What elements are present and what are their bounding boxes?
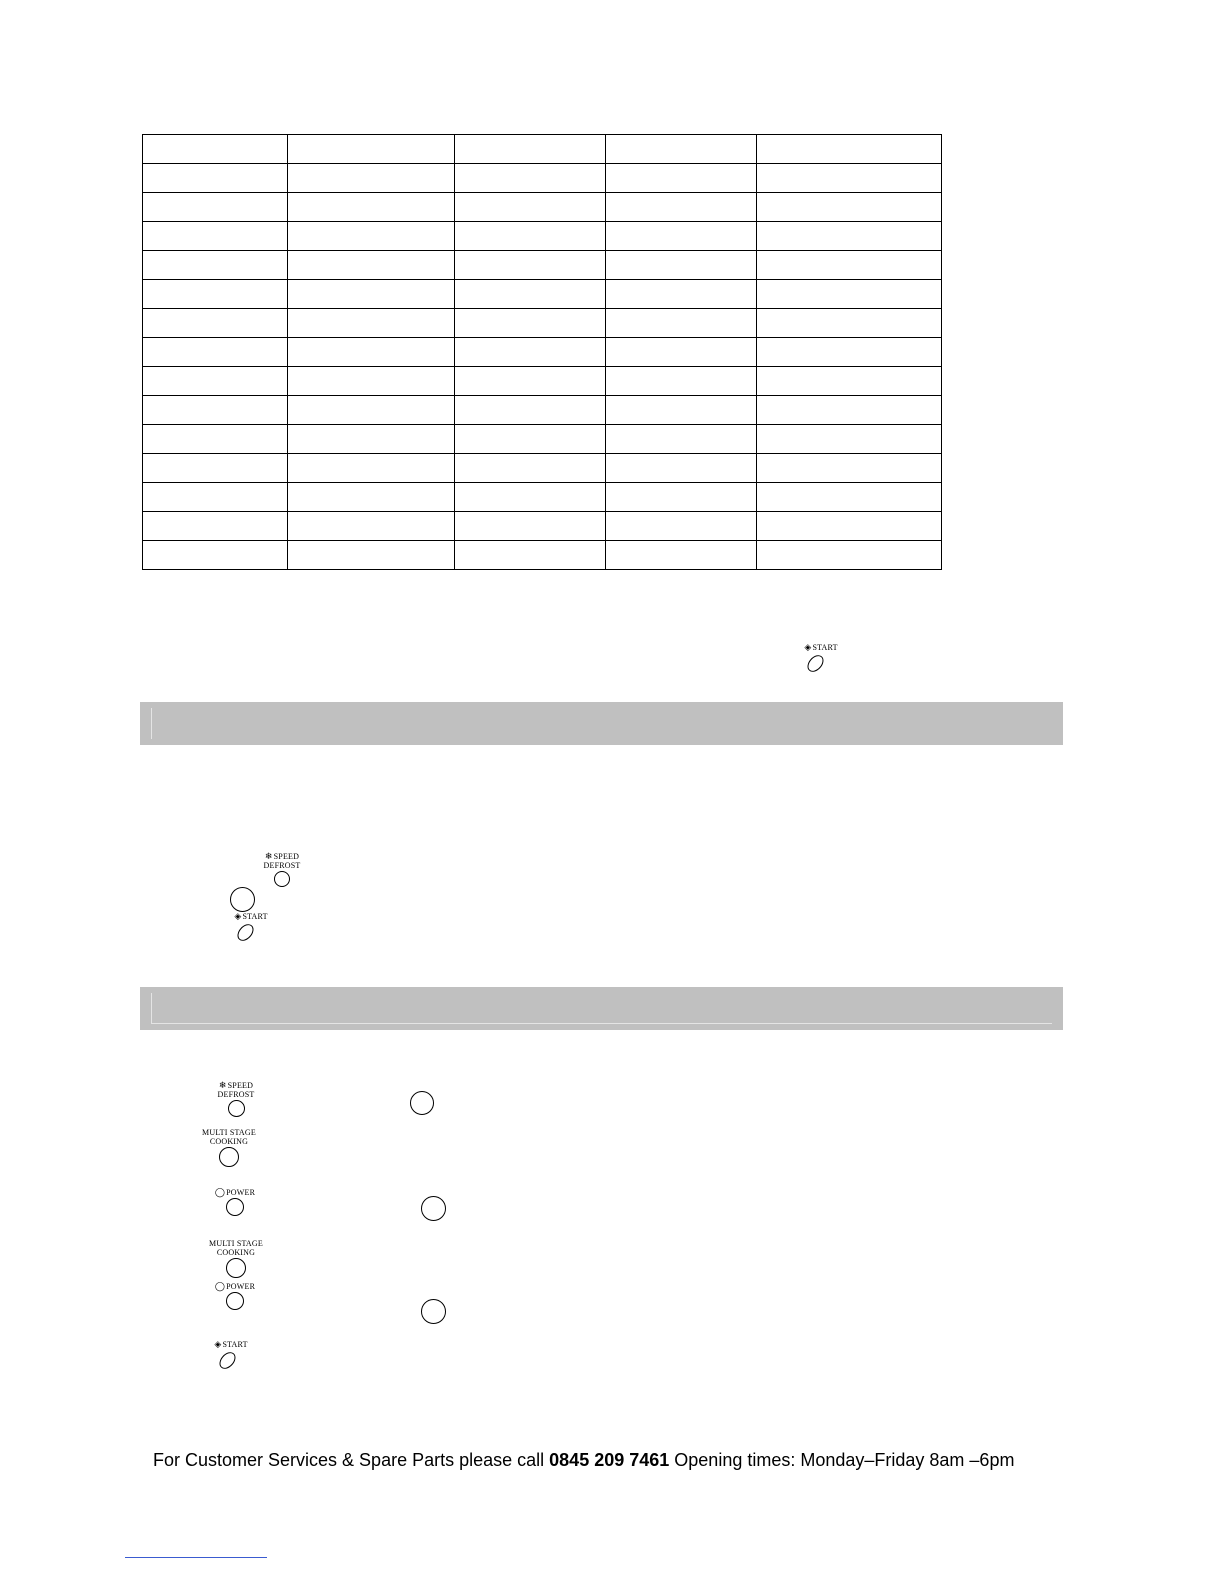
table-cell bbox=[757, 425, 942, 454]
snowflake-icon: ❄ bbox=[218, 1080, 227, 1090]
dial-circle bbox=[421, 1196, 446, 1221]
dial-circle bbox=[410, 1091, 434, 1115]
start-text: START bbox=[812, 643, 838, 652]
table-cell bbox=[288, 135, 455, 164]
power-key-label bbox=[210, 1188, 260, 1197]
table-row bbox=[143, 222, 942, 251]
speed-text: SPEED bbox=[227, 1081, 254, 1090]
table-row bbox=[143, 164, 942, 193]
table-cell bbox=[288, 164, 455, 193]
multi-stage-text: MULTI STAGE bbox=[202, 1128, 256, 1137]
start-icon: ◈ bbox=[214, 1339, 222, 1349]
start-icon: ◈ bbox=[234, 911, 242, 921]
dial-circle bbox=[421, 1299, 446, 1324]
table-row bbox=[143, 251, 942, 280]
table-cell bbox=[288, 280, 455, 309]
table-cell bbox=[143, 309, 288, 338]
section-header-bar-2 bbox=[140, 987, 1063, 1030]
table-cell bbox=[143, 193, 288, 222]
table-row bbox=[143, 309, 942, 338]
speed-defrost-key-graphic bbox=[258, 852, 306, 887]
table-cell bbox=[143, 338, 288, 367]
table-row bbox=[143, 483, 942, 512]
speed-defrost-button-circle bbox=[228, 1100, 245, 1117]
table-row bbox=[143, 367, 942, 396]
table-cell bbox=[455, 164, 606, 193]
table-cell bbox=[757, 222, 942, 251]
start-key-label bbox=[206, 1340, 256, 1349]
power-key-label bbox=[210, 1282, 260, 1291]
table-row bbox=[143, 280, 942, 309]
table-cell bbox=[288, 512, 455, 541]
speed-defrost-label bbox=[212, 1081, 260, 1099]
table-cell bbox=[757, 338, 942, 367]
power-button-circle bbox=[226, 1198, 244, 1216]
table-cell bbox=[143, 396, 288, 425]
table-cell bbox=[757, 512, 942, 541]
speed-defrost-button-circle bbox=[274, 871, 290, 887]
table-cell bbox=[143, 135, 288, 164]
table-row bbox=[143, 396, 942, 425]
dial-circle bbox=[230, 887, 255, 912]
table-cell bbox=[288, 483, 455, 512]
table-cell bbox=[757, 483, 942, 512]
footer-contact-line bbox=[153, 1450, 1073, 1471]
table-cell bbox=[455, 280, 606, 309]
multi-stage-cooking-label bbox=[196, 1128, 262, 1146]
table-cell bbox=[143, 251, 288, 280]
start-key-graphic bbox=[796, 643, 846, 673]
table-cell bbox=[455, 541, 606, 570]
table-cell bbox=[606, 135, 757, 164]
table-cell bbox=[143, 425, 288, 454]
table-cell bbox=[757, 251, 942, 280]
start-key-label bbox=[796, 643, 846, 652]
power-key-graphic bbox=[210, 1188, 260, 1216]
table-cell bbox=[455, 222, 606, 251]
table-cell bbox=[606, 280, 757, 309]
table-row bbox=[143, 541, 942, 570]
table-cell bbox=[288, 309, 455, 338]
speed-defrost-label bbox=[258, 852, 306, 870]
table-cell bbox=[455, 512, 606, 541]
table-cell bbox=[143, 280, 288, 309]
power-text: POWER bbox=[226, 1188, 256, 1197]
cooking-text: COOKING bbox=[209, 1137, 249, 1146]
table-cell bbox=[288, 251, 455, 280]
table-cell bbox=[288, 396, 455, 425]
defrost-text: DEFROST bbox=[263, 861, 301, 870]
table-cell bbox=[606, 454, 757, 483]
multi-stage-cooking-button-circle bbox=[226, 1258, 246, 1278]
speed-text: SPEED bbox=[273, 852, 300, 861]
table-cell bbox=[606, 222, 757, 251]
footer-hours: Opening times: Monday–Friday 8am –6pm bbox=[669, 1450, 1015, 1470]
start-button-oval bbox=[804, 652, 826, 675]
multi-stage-cooking-button-circle bbox=[219, 1147, 239, 1167]
power-button-circle bbox=[226, 1292, 244, 1310]
speed-defrost-key-graphic bbox=[212, 1081, 260, 1117]
table-cell bbox=[143, 367, 288, 396]
start-key-label bbox=[226, 912, 276, 921]
table-cell bbox=[455, 483, 606, 512]
table-cell bbox=[757, 454, 942, 483]
bar-edge bbox=[151, 993, 152, 1024]
footer-prefix: For Customer Services & Spare Parts please call bbox=[153, 1450, 550, 1470]
table-cell bbox=[757, 164, 942, 193]
snowflake-icon: ❄ bbox=[264, 851, 273, 861]
table-cell bbox=[606, 541, 757, 570]
bar-edge bbox=[151, 708, 152, 739]
table-row bbox=[143, 512, 942, 541]
bar-edge bbox=[151, 1023, 1052, 1024]
start-text: START bbox=[222, 1340, 248, 1349]
section-header-bar-1 bbox=[140, 702, 1063, 745]
table-row bbox=[143, 454, 942, 483]
table-cell bbox=[455, 309, 606, 338]
table-cell bbox=[757, 309, 942, 338]
defrost-text: DEFROST bbox=[217, 1090, 255, 1099]
table-row bbox=[143, 338, 942, 367]
footnote-rule bbox=[125, 1557, 267, 1558]
table-row bbox=[143, 425, 942, 454]
table-cell bbox=[455, 135, 606, 164]
table-cell bbox=[455, 454, 606, 483]
table-cell bbox=[455, 425, 606, 454]
table-cell bbox=[757, 541, 942, 570]
start-text: START bbox=[242, 912, 268, 921]
multi-stage-cooking-key-graphic bbox=[196, 1128, 262, 1167]
table-cell bbox=[606, 367, 757, 396]
table-cell bbox=[606, 396, 757, 425]
table-cell bbox=[757, 396, 942, 425]
table-cell bbox=[606, 251, 757, 280]
table-cell bbox=[606, 425, 757, 454]
power-text: POWER bbox=[226, 1282, 256, 1291]
footer-phone: 0845 209 7461 bbox=[549, 1450, 670, 1470]
table-cell bbox=[143, 164, 288, 193]
start-key-graphic bbox=[226, 912, 276, 942]
table-cell bbox=[288, 193, 455, 222]
data-table bbox=[142, 134, 942, 570]
power-key-graphic bbox=[210, 1282, 260, 1310]
cooking-text: COOKING bbox=[216, 1248, 256, 1257]
table-cell bbox=[288, 222, 455, 251]
multi-stage-cooking-label bbox=[203, 1239, 269, 1257]
table-cell bbox=[606, 193, 757, 222]
table-cell bbox=[606, 512, 757, 541]
data-table-body bbox=[143, 135, 942, 570]
multi-stage-text: MULTI STAGE bbox=[209, 1239, 263, 1248]
table-cell bbox=[606, 309, 757, 338]
table-cell bbox=[288, 541, 455, 570]
table-cell bbox=[143, 512, 288, 541]
multi-stage-cooking-key-graphic bbox=[203, 1239, 269, 1278]
table-cell bbox=[757, 367, 942, 396]
table-cell bbox=[143, 454, 288, 483]
table-cell bbox=[455, 251, 606, 280]
start-button-oval bbox=[234, 921, 256, 944]
start-button-oval bbox=[216, 1349, 238, 1372]
table-cell bbox=[606, 164, 757, 193]
table-cell bbox=[288, 425, 455, 454]
start-key-graphic bbox=[206, 1340, 256, 1370]
table-row bbox=[143, 193, 942, 222]
table-row bbox=[143, 135, 942, 164]
table-cell bbox=[288, 338, 455, 367]
table-cell bbox=[143, 541, 288, 570]
table-cell bbox=[288, 367, 455, 396]
power-icon: ◯ bbox=[214, 1187, 226, 1197]
table-cell bbox=[757, 193, 942, 222]
table-cell bbox=[455, 338, 606, 367]
table-cell bbox=[143, 222, 288, 251]
table-cell bbox=[606, 338, 757, 367]
table-cell bbox=[455, 396, 606, 425]
start-icon: ◈ bbox=[804, 642, 812, 652]
table-cell bbox=[606, 483, 757, 512]
power-icon: ◯ bbox=[214, 1281, 226, 1291]
table-cell bbox=[288, 454, 455, 483]
table-cell bbox=[455, 193, 606, 222]
table-cell bbox=[455, 367, 606, 396]
table-cell bbox=[757, 280, 942, 309]
table-cell bbox=[757, 135, 942, 164]
table-cell bbox=[143, 483, 288, 512]
